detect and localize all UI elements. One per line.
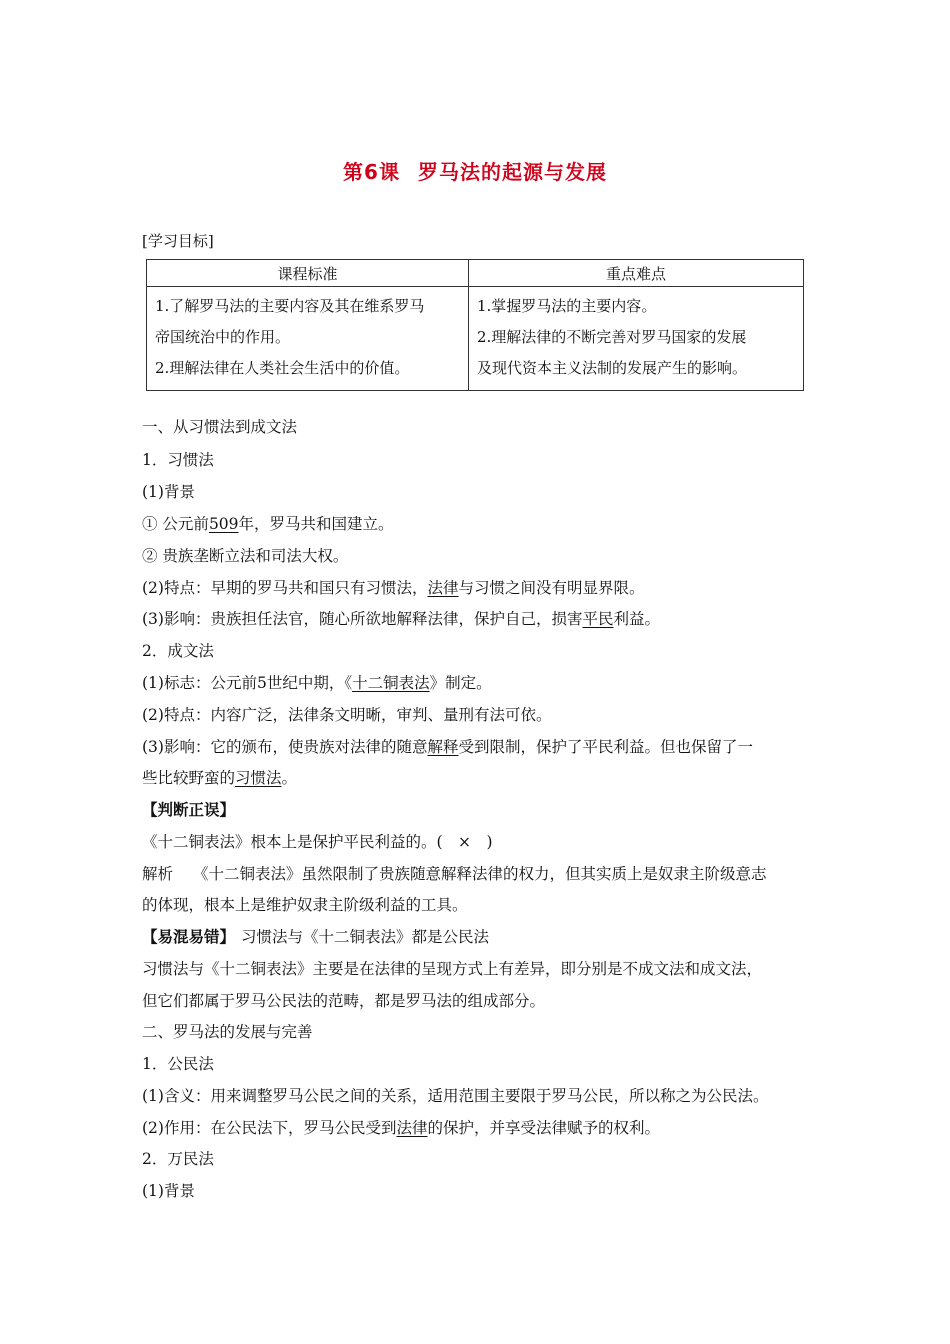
lesson-title <box>0 156 950 185</box>
section-heading: 二、罗马法的发展与完善 <box>142 1023 313 1041</box>
paragraph: (2)特点：早期的罗马共和国只有习惯法，法律与习惯之间没有明显界限。 <box>142 579 645 597</box>
blank-answer: 509 <box>208 515 239 533</box>
blank-answer: 习惯法 <box>235 769 282 787</box>
standard-line: 帝国统治中的作用。 <box>155 328 291 346</box>
item-heading: (1)背景 <box>142 483 195 501</box>
standard-line: 2.理解法律在人类社会生活中的价值。 <box>155 359 410 377</box>
paragraph: (1)标志：公元前5世纪中期，《十二铜表法》制定。 <box>142 674 492 692</box>
blank-answer: 法律 <box>427 579 459 597</box>
objectives-table <box>146 259 804 391</box>
blank-answer: 平民 <box>582 610 614 628</box>
paragraph: (2)作用：在公民法下，罗马公民受到法律的保护，并享受法律赋予的权利。 <box>142 1119 660 1137</box>
subsection-heading: 1．习惯法 <box>142 451 214 469</box>
analysis-line: 的体现，根本上是维护奴隶主阶级利益的工具。 <box>142 896 468 914</box>
section-heading: 一、从习惯法到成文法 <box>142 418 298 436</box>
table-cell-keypoints <box>469 287 804 391</box>
subsection-heading: 1．公民法 <box>142 1055 214 1073</box>
judge-question: 《十二铜表法》根本上是保护平民利益的。( × ) <box>142 833 493 851</box>
paragraph: (2)特点：内容广泛，法律条文明晰，审判、量刑有法可依。 <box>142 706 552 724</box>
paragraph: (3)影响：它的颁布，使贵族对法律的随意解释受到限制，保护了平民利益。但也保留了一 <box>142 738 753 756</box>
table-header-standard: 课程标准 <box>147 260 469 287</box>
paragraph: (1)含义：用来调整罗马公民之间的关系，适用范围主要限于罗马公民，所以称之为公民法。 <box>142 1087 769 1105</box>
analysis-label: 解析 <box>142 865 174 883</box>
judge-heading: 【判断正误】 <box>142 801 236 819</box>
blank-answer: 十二铜表法 <box>352 674 430 692</box>
lesson-number: 第6课 <box>343 160 400 184</box>
confuse-heading: 【易混易错】 习惯法与《十二铜表法》都是公民法 <box>142 928 490 946</box>
standard-line: 1.了解罗马法的主要内容及其在维系罗马 <box>155 297 425 315</box>
table-header-keypoints: 重点难点 <box>469 260 804 287</box>
paragraph: (3)影响：贵族担任法官，随心所欲地解释法律，保护自己，损害平民利益。 <box>142 610 660 628</box>
paragraph: ① 公元前509年，罗马共和国建立。 <box>142 515 394 533</box>
paragraph: 些比较野蛮的习惯法。 <box>142 769 298 787</box>
item-heading: (1)背景 <box>142 1182 195 1200</box>
subsection-heading: 2．万民法 <box>142 1150 214 1168</box>
table-cell-standard <box>147 287 469 391</box>
keypoint-line: 1.掌握罗马法的主要内容。 <box>477 297 657 315</box>
keypoint-line: 2.理解法律的不断完善对罗马国家的发展 <box>477 328 747 346</box>
paragraph: ② 贵族垄断立法和司法大权。 <box>142 547 349 565</box>
analysis-line: 解析 《十二铜表法》虽然限制了贵族随意解释法律的权力，但其实质上是奴隶主阶级意志 <box>142 865 767 883</box>
paragraph: 但它们都属于罗马公民法的范畴，都是罗马法的组成部分。 <box>142 992 546 1010</box>
keypoint-line: 及现代资本主义法制的发展产生的影响。 <box>477 359 748 377</box>
blank-answer: 解释 <box>427 738 459 756</box>
subsection-heading: 2．成文法 <box>142 642 214 660</box>
paragraph: 习惯法与《十二铜表法》主要是在法律的呈现方式上有差异，即分别是不成文法和成文法， <box>142 960 763 978</box>
objectives-label: [学习目标] <box>142 232 214 250</box>
lesson-name: 罗马法的起源与发展 <box>417 160 607 184</box>
blank-answer: 法律 <box>396 1119 428 1137</box>
